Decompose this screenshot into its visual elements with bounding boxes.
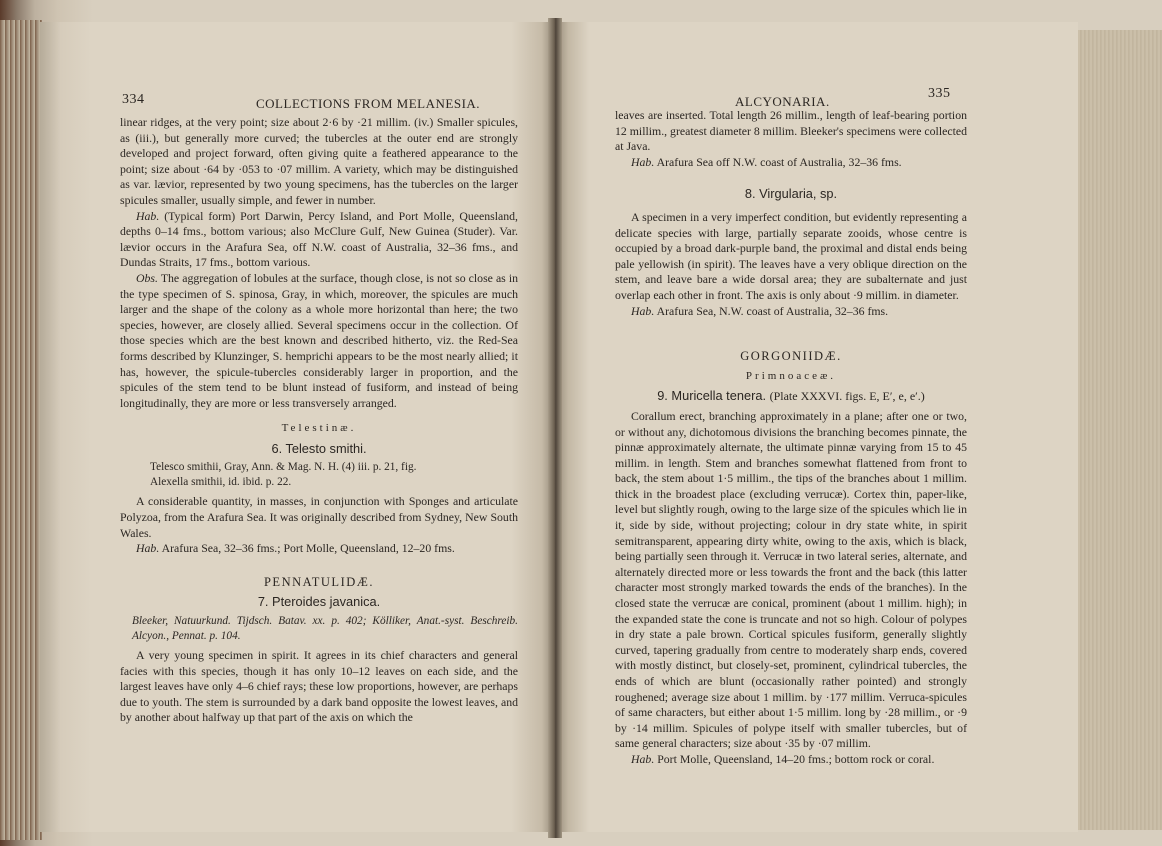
habitat-paragraph bbox=[120, 209, 518, 271]
right-running-head: ALCYONARIA. bbox=[735, 94, 830, 109]
habitat-text: Arafura Sea, 32–36 fms.; Port Molle, Queensland, 12–20 fms. bbox=[161, 541, 455, 556]
habitat-paragraph bbox=[615, 304, 967, 320]
synonym-line: Bleeker, Natuurkund. Tijdsch. Batav. xx. p. 402; Kölliker, Anat.-syst. Beschreib. Alcyon., Pennat. p. 104. bbox=[132, 615, 518, 642]
species-heading: 7. Pteroides javanica. bbox=[257, 594, 381, 610]
left-page-edges bbox=[0, 20, 42, 840]
family-heading: PENNATULIDÆ. bbox=[263, 574, 374, 589]
habitat-text: Port Molle, Queensland, 14–20 fms.; bottom rock or coral. bbox=[657, 751, 935, 766]
species-heading: 8. Virgularia, sp. bbox=[744, 186, 838, 202]
observation-paragraph bbox=[120, 271, 518, 411]
left-page-number: 334 bbox=[122, 92, 145, 107]
observation-text: The aggregation of lobules at the surface, though close, is not so close as in the type specimen of S. spinosa, Gray, in which, moreover, the spicules are much larger and the shape of the colony as a whole more horizontal than here; the two species, however, are closely allied. Several specimens occur in the collection. Of those species which are the best known and described hitherto, viz. the Red-Sea forms described by Klunzinger, S. hemprichi appears to be the most nearly allied; it has, however, the spicule-tubercles considerably larger in proportion, and the spicules of the stem tend to be blunt instead of fusiform, and instead of being longitudinally, they are more or less transversely arranged. bbox=[120, 270, 518, 410]
subfamily-heading: Primnoaceæ. bbox=[745, 369, 837, 382]
subfamily-heading: Telestinæ. bbox=[281, 422, 357, 435]
habitat-text: Arafura Sea off N.W. coast of Australia, 32–36 fms. bbox=[656, 154, 902, 169]
hab-label: Hab. bbox=[136, 208, 160, 223]
hab-label: Hab. bbox=[631, 154, 655, 169]
habitat-text: Arafura Sea, N.W. coast of Australia, 32–36 fms. bbox=[656, 303, 889, 318]
species-name: 9. Muricella tenera. bbox=[657, 388, 767, 404]
paragraph: A specimen in a very imperfect condition, but evidently representing a delicate species with large, partially separate zooids, whose centre is occupied by a broad dark-purple band, the proximal and distal ends being pale yellowish (in spirit). The leaves have a very oblique direction on the stem, and leave bare a wide dorsal area; they are subalternate and just overlap each other in front. The axis is only about ·9 millim. in diameter. bbox=[615, 209, 967, 302]
left-text-column bbox=[120, 115, 518, 726]
obs-label: Obs. bbox=[136, 270, 158, 285]
left-running-head: COLLECTIONS FROM MELANESIA. bbox=[256, 96, 481, 111]
paragraph: A very young specimen in spirit. It agrees in its chief characters and general facies with this species, though it has only 10–12 leaves on each side, and the largest leaves have only 4–6 chief rays; these low proportions, however, are perhaps due to youth. The stem is surrounded by a dark band opposite the lowest leaves, and by another about halfway up that part of the axis on which the bbox=[120, 648, 518, 725]
hab-label: Hab. bbox=[631, 751, 655, 766]
habitat-paragraph bbox=[615, 752, 967, 768]
right-text-column bbox=[615, 108, 967, 768]
hab-label: Hab. bbox=[631, 303, 655, 318]
synonym-line: Alexella smithii, id. ibid. p. 22. bbox=[150, 475, 292, 488]
paragraph: Corallum erect, branching approximately in a plane; after one or two, or without any, dichotomous divisions the branching becomes pinnate, the pinnæ approximately alternate, the ultimate pinnæ varying from 15 to 45 millim. in length. Stem and branches somewhat flattened from front to back, the stem about 1·5 millim., the tips of the branches about 1 millim. thick in the broadest place (excluding verrucæ). Cortex thin, paper-like, level but slightly rough, owing to the large size of the spicules which lie in it, side by side, without projecting; colour in dry state white, in spirit semitransparent, appearing dirty white, owing to the axis, which is black, being partially seen through it. Verrucæ in two lateral series, alternate, and alternately directed more or less towards the front and the back (this latter character most strongly marked towards the ends of the branches). In the closed state the verrucæ are conical, prominent (about 1 millim. high); in the expanded state the cone is truncate and not so high. Colour of polypes in dry state a pale brown. Cortical spicules fusiform, generally slightly curved, tapering gradually from centre to moderately sharp ends, covered with mostly distinct, but closely-set, prominent, cylindrical tubercles, the ends of which are blunt (occasionally rather pointed) and strongly roughened; average size about 1 millim. by ·177 millim. Verruca-spicules of same characters, but either about 1·5 millim. long by ·28 millim., or ·9 by ·14 millim. Spicules of polype itself with smaller tubercles, but of same general characters; size about ·35 by ·07 millim. bbox=[615, 408, 967, 751]
species-heading bbox=[615, 388, 967, 405]
habitat-paragraph bbox=[120, 541, 518, 557]
plate-reference: (Plate XXXVI. figs. E, E′, e, e′.) bbox=[769, 389, 925, 404]
family-heading: GORGONIIDÆ. bbox=[740, 349, 842, 364]
book-gutter bbox=[548, 18, 562, 838]
paragraph: A considerable quantity, in masses, in conjunction with Sponges and articulate Polyzoa, from the Arafura Sea. It was originally described from Sydney, New South Wales. bbox=[120, 494, 518, 540]
right-page-edges bbox=[1078, 30, 1162, 830]
paragraph: leaves are inserted. Total length 26 millim., length of leaf-bearing portion 12 millim., greatest diameter 8 millim. Bleeker's specimens were collected at Java. bbox=[615, 108, 967, 154]
habitat-text: (Typical form) Port Darwin, Percy Island, and Port Molle, Queensland, depths 0–14 fms., bottom various; also McClure Gulf, New Guinea (Studer). Var. lævior occurs in the Arafura Sea, off N.W. coast of Australia, 32–36 fms., and Dundas Straits, 17 fms., bottom various. bbox=[120, 208, 518, 270]
right-page-number: 335 bbox=[928, 86, 951, 101]
hab-label: Hab. bbox=[136, 541, 160, 556]
paragraph: linear ridges, at the very point; size about 2·6 by ·21 millim. (iv.) Smaller spicules, as (iii.), but generally more curved; the tubercles at the outer end are strongly developed and project forward, often giving quite a feathered appearance to the point; size about ·64 by ·053 to ·07 millim. A variety, which may be distinguished as var. lævior, represented by two young specimens, has the tubercles on the larger spicules smaller, usually simple, and fewer in number. bbox=[120, 115, 518, 207]
species-heading: 6. Telesto smithi. bbox=[271, 440, 367, 456]
synonym-line: Telesco smithii, Gray, Ann. & Mag. N. H. (4) iii. p. 21, fig. bbox=[150, 461, 417, 474]
habitat-paragraph bbox=[615, 155, 967, 171]
